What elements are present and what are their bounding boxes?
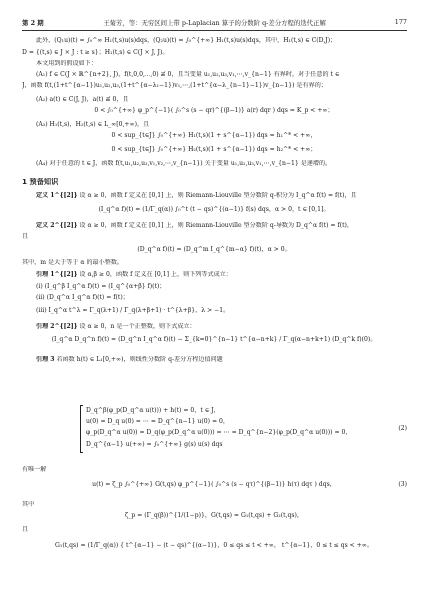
- text-line: 其中，m 是大于等于 α 的最小整数。: [22, 259, 124, 266]
- text-line: (A₁) f ∈ C(J × ℝ^{n+2}, J)，f(t,0,0,⋯,0) ≢ 0，且当变量 u₁,u₂,u₃,v₁,⋯,v_{n−1} 有界时，对于任意的 t ∈: [36, 71, 340, 78]
- text-line: G₁(t,qs) = (1/Γ_q(α)) { t^{α−1} − (t − qs)^{(α−1)}，0 ≤ qs ≤ t < +∞， t^{α−1}，0 ≤ t ≤ qs < +∞。: [55, 542, 373, 549]
- definition-line: 引理 2^{[2]} 设 α ≥ 0，n 是一个正整数，则下式成立：: [36, 323, 196, 330]
- page-number: 177: [394, 18, 407, 26]
- text-line: 此外，(Q₁u)(t) = ∫₀^∞ H₁(t,s)u(s)dqs，(Q₂u)(t) = ∫₀^{+∞} H₁(t,s)u(s)dqs，其中，H₁(t,s) ∈ C(D,J)；: [36, 37, 337, 44]
- text-line: 且: [22, 526, 29, 533]
- definition-line: 引理 3 若函数 h(t) ∈ L₁[0,+∞)，则线性分数阶 q-差分方程边值问题: [36, 356, 223, 363]
- text-line: (iii) I_q^α t^λ = Γ_q(λ+1) / Γ_q(λ+β+1) · t^{λ+β}，λ > −1。: [36, 307, 230, 314]
- text-line: (D_q^α f)(t) = (D_q^m I_q^{m−α} f)(t)，α > 0。: [137, 246, 291, 253]
- text-line: (A₄) 对于任意的 t ∈ J，函数 f(t,u₁,u₂,u₃,v₁,v₂,⋯,v_{n−1}) 关于变量 u₁,u₂,u₃,v₁,⋯,v_{n−1} 是递增的。: [36, 160, 332, 167]
- equation-number-3: (3): [398, 481, 407, 488]
- text-line: φ_p(D_q^α u(0)) = D_q(φ_p(D_q^α u(0))) = ⋯ = D_q^{n−2}(φ_p(D_q^α u(0))) = 0，: [86, 429, 352, 436]
- text-line: 有唯一解: [22, 466, 47, 473]
- text-line: (I_q^α f)(t) = (1/Γ_q(α)) ∫₀^t (t − qs)^{(α−1)} f(s) dqs，α > 0，t ∈ [0,1]。: [98, 206, 330, 213]
- text-line: 且: [22, 233, 29, 240]
- text-line: J，函数 f(t,(1+t^{α−1})u₁,u₂,u₃,(1+t^{α−λ₁−1})v₁,⋯,(1+t^{α−λ_{n−1}−1})v_{n−1}) 是有界的；: [22, 82, 327, 89]
- text-line: 0 < sup_{t∈J} ∫₀^{+∞} H₂(t,s)(1 + s^{α−1}) dqs = h₂^* < +∞；: [111, 146, 317, 153]
- equation-number-2: (2): [398, 425, 407, 432]
- label-prefix: 引理 1^{[2]}: [36, 271, 78, 278]
- text-line: D = {(t,s) ∈ J × J : t ≥ s}；H₁(t,s) ∈ C(J × J, J)。: [22, 49, 169, 56]
- section-heading: 1 预备知识: [22, 178, 59, 186]
- text-line: 0 < ∫₀^{+∞} φ_p^{−1}( ∫₀^s (s − qr)^{(β−1)} a(r) dqr ) dqs = K_p < +∞；: [94, 107, 334, 114]
- definition-line: 定义 2^{[2]} 设 α ≥ 0，函数 f 定义在 [0,1] 上，则 Riemann-Liouville 型分数阶 q-导数为 D_q^α f(t) = f(t)，: [36, 222, 354, 229]
- text-line: (ii) (D_q^α I_q^α f)(t) = f(t)；: [36, 294, 129, 301]
- definition-line: 定义 1^{[2]} 设 α ≥ 0，函数 f 定义在 [0,1] 上，则 Riemann-Liouville 型分数阶 q-积分为 I_q^α f(t) = f(t)，且: [36, 192, 357, 199]
- equation-system-brace: [80, 405, 83, 453]
- text-line: 本文用到的假设如下：: [36, 60, 97, 67]
- label-prefix: 定义 2^{[2]}: [36, 222, 78, 229]
- running-header: [22, 16, 407, 31]
- text-line: (i) (I_q^β I_q^α f)(t) = (I_q^{α+β} f)(t)；: [36, 283, 166, 290]
- text-line: ζ_p = (Γ_q(β))^{1/(1−p)}，G(t,qs) = G₁(t,qs) + G₂(t,qs)，: [124, 512, 303, 519]
- label-prefix: 定义 1^{[2]}: [36, 192, 78, 199]
- text-line: (I_q^α D_q^n f)(t) = (D_q^n I_q^α f)(t) − Σ_{k=0}^{n−1} t^{α−n+k} / Γ_q(α−n+k+1) (D_q^k f)(0)。: [51, 336, 377, 343]
- text-line: 其中: [22, 501, 35, 508]
- running-title: 王菊芳，等：无穷区间上带 p-Laplacian 算子的分数阶 q-差分方程的迭代正解: [103, 19, 326, 27]
- issue-number: 第 2 期: [22, 19, 44, 27]
- definition-line: 引理 1^{[2]} 设 α,β ≥ 0，函数 f 定义在 [0,1] 上，则下列等式成立：: [36, 271, 232, 278]
- label-prefix: 引理 2^{[2]}: [36, 323, 78, 330]
- text-line: 0 < sup_{t∈J} ∫₀^{+∞} H₁(t,s)(1 + s^{α−1}) dqs = h₁^* < +∞，: [111, 132, 317, 139]
- text-line: (A₂) a(t) ∈ C(J, J)，a(t) ≢ 0，且: [36, 96, 129, 103]
- text-line: u(0) = D_q u(0) = ⋯ = D_q^{n−1} u(0) = 0，: [86, 418, 229, 425]
- text-line: D_q^β(φ_p(D_q^α u(t))) + h(t) = 0，t ∈ J，: [86, 407, 220, 414]
- text-line: u(t) = ζ_p ∫₀^{+∞} G(t,qs) φ_p^{−1}( ∫₀^s (s − qτ)^{(β−1)} h(τ) dqτ ) dqs，: [92, 481, 336, 488]
- label-prefix: 引理 3: [36, 356, 55, 363]
- text-line: (A₃) H₁(t,s)，H₂(t,s) ∈ L_∞[0,+∞)，且: [36, 121, 150, 128]
- text-line: D_q^{α−1} u(+∞) = ∫₀^{+∞} g(s) u(s) dqs: [86, 441, 223, 448]
